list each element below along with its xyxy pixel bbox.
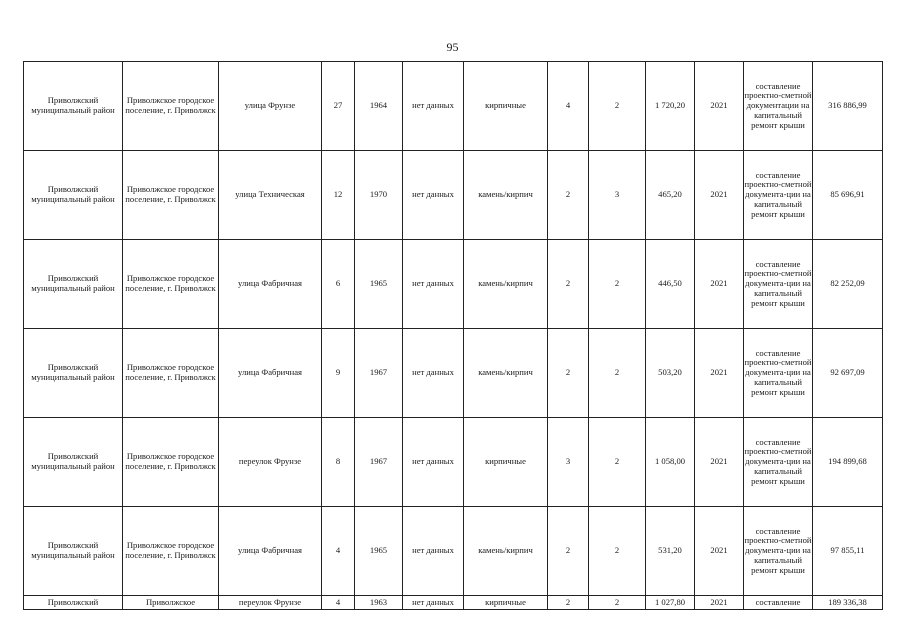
plan-year-cell: 2021 bbox=[695, 596, 744, 610]
area-cell: 1 027,80 bbox=[646, 596, 695, 610]
plan-year-cell: 2021 bbox=[695, 240, 744, 329]
wall-material-cell: камень/кирпич bbox=[464, 329, 548, 418]
district-cell: Приволжский муниципальный район bbox=[24, 151, 123, 240]
house-number-cell: 27 bbox=[322, 62, 355, 151]
street-cell: улица Фрунзе bbox=[219, 62, 322, 151]
wall-material-cell: камень/кирпич bbox=[464, 240, 548, 329]
house-number-cell: 6 bbox=[322, 240, 355, 329]
district-cell: Приволжский муниципальный район bbox=[24, 240, 123, 329]
table-row bbox=[24, 418, 883, 507]
housing-repair-table bbox=[23, 61, 883, 610]
wall-material-cell: кирпичные bbox=[464, 596, 548, 610]
build-year-cell: 1967 bbox=[355, 329, 403, 418]
settlement-cell: Приволжское городское поселение, г. Приволжск bbox=[123, 418, 219, 507]
build-year-cell: 1965 bbox=[355, 507, 403, 596]
settlement-cell: Приволжское городское поселение, г. Приволжск bbox=[123, 62, 219, 151]
house-number-cell: 4 bbox=[322, 596, 355, 610]
cost-cell: 189 336,38 bbox=[813, 596, 883, 610]
work-type-cell: составление проектно-сметной документа-ции на капитальный ремонт крыши bbox=[744, 240, 813, 329]
house-number-cell: 9 bbox=[322, 329, 355, 418]
table-row bbox=[24, 329, 883, 418]
cost-cell: 316 886,99 bbox=[813, 62, 883, 151]
settlement-cell: Приволжское городское поселение, г. Приволжск bbox=[123, 507, 219, 596]
street-cell: переулок Фрунзе bbox=[219, 418, 322, 507]
entrances-cell: 2 bbox=[589, 596, 646, 610]
build-year-cell: 1965 bbox=[355, 240, 403, 329]
area-cell: 503,20 bbox=[646, 329, 695, 418]
area-cell: 1 720,20 bbox=[646, 62, 695, 151]
wall-material-cell: камень/кирпич bbox=[464, 151, 548, 240]
plan-year-cell: 2021 bbox=[695, 151, 744, 240]
house-number-cell: 4 bbox=[322, 507, 355, 596]
cost-cell: 97 855,11 bbox=[813, 507, 883, 596]
area-cell: 1 058,00 bbox=[646, 418, 695, 507]
settlement-cell: Приволжское городское поселение, г. Приволжск bbox=[123, 240, 219, 329]
work-type-cell: составление bbox=[744, 596, 813, 610]
district-cell: Приволжский муниципальный район bbox=[24, 62, 123, 151]
status-cell: нет данных bbox=[403, 151, 464, 240]
status-cell: нет данных bbox=[403, 507, 464, 596]
street-cell: улица Фабричная bbox=[219, 329, 322, 418]
wall-material-cell: кирпичные bbox=[464, 418, 548, 507]
plan-year-cell: 2021 bbox=[695, 62, 744, 151]
page-number: 95 bbox=[446, 40, 459, 54]
floors-cell: 2 bbox=[548, 507, 589, 596]
street-cell: улица Фабричная bbox=[219, 507, 322, 596]
work-type-cell: составление проектно-сметной документации на капитальный ремонт крыши bbox=[744, 62, 813, 151]
table-row bbox=[24, 62, 883, 151]
work-type-cell: составление проектно-сметной документа-ции на капитальный ремонт крыши bbox=[744, 329, 813, 418]
district-cell: Приволжский муниципальный район bbox=[24, 418, 123, 507]
work-type-cell: составление проектно-сметной документа-ции на капитальный ремонт крыши bbox=[744, 507, 813, 596]
street-cell: улица Техническая bbox=[219, 151, 322, 240]
plan-year-cell: 2021 bbox=[695, 329, 744, 418]
cost-cell: 85 696,91 bbox=[813, 151, 883, 240]
build-year-cell: 1963 bbox=[355, 596, 403, 610]
floors-cell: 3 bbox=[548, 418, 589, 507]
house-number-cell: 12 bbox=[322, 151, 355, 240]
settlement-cell: Приволжское bbox=[123, 596, 219, 610]
status-cell: нет данных bbox=[403, 62, 464, 151]
build-year-cell: 1970 bbox=[355, 151, 403, 240]
build-year-cell: 1967 bbox=[355, 418, 403, 507]
wall-material-cell: кирпичные bbox=[464, 62, 548, 151]
entrances-cell: 2 bbox=[589, 62, 646, 151]
build-year-cell: 1964 bbox=[355, 62, 403, 151]
plan-year-cell: 2021 bbox=[695, 507, 744, 596]
cost-cell: 82 252,09 bbox=[813, 240, 883, 329]
floors-cell: 2 bbox=[548, 596, 589, 610]
status-cell: нет данных bbox=[403, 596, 464, 610]
floors-cell: 2 bbox=[548, 329, 589, 418]
district-cell: Приволжский муниципальный район bbox=[24, 329, 123, 418]
status-cell: нет данных bbox=[403, 329, 464, 418]
area-cell: 531,20 bbox=[646, 507, 695, 596]
street-cell: улица Фабричная bbox=[219, 240, 322, 329]
status-cell: нет данных bbox=[403, 240, 464, 329]
entrances-cell: 3 bbox=[589, 151, 646, 240]
table-row bbox=[24, 507, 883, 596]
table-row bbox=[24, 151, 883, 240]
street-cell: переулок Фрунзе bbox=[219, 596, 322, 610]
table-row bbox=[24, 596, 883, 610]
plan-year-cell: 2021 bbox=[695, 418, 744, 507]
wall-material-cell: камень/кирпич bbox=[464, 507, 548, 596]
work-type-cell: составление проектно-сметной документа-ции на капитальный ремонт крыши bbox=[744, 151, 813, 240]
entrances-cell: 2 bbox=[589, 240, 646, 329]
cost-cell: 194 899,68 bbox=[813, 418, 883, 507]
settlement-cell: Приволжское городское поселение, г. Приволжск bbox=[123, 151, 219, 240]
cost-cell: 92 697,09 bbox=[813, 329, 883, 418]
entrances-cell: 2 bbox=[589, 329, 646, 418]
entrances-cell: 2 bbox=[589, 418, 646, 507]
floors-cell: 2 bbox=[548, 151, 589, 240]
entrances-cell: 2 bbox=[589, 507, 646, 596]
floors-cell: 4 bbox=[548, 62, 589, 151]
district-cell: Приволжский bbox=[24, 596, 123, 610]
status-cell: нет данных bbox=[403, 418, 464, 507]
house-number-cell: 8 bbox=[322, 418, 355, 507]
table-row bbox=[24, 240, 883, 329]
area-cell: 446,50 bbox=[646, 240, 695, 329]
area-cell: 465,20 bbox=[646, 151, 695, 240]
floors-cell: 2 bbox=[548, 240, 589, 329]
work-type-cell: составление проектно-сметной документа-ции на капитальный ремонт крыши bbox=[744, 418, 813, 507]
district-cell: Приволжский муниципальный район bbox=[24, 507, 123, 596]
settlement-cell: Приволжское городское поселение, г. Приволжск bbox=[123, 329, 219, 418]
